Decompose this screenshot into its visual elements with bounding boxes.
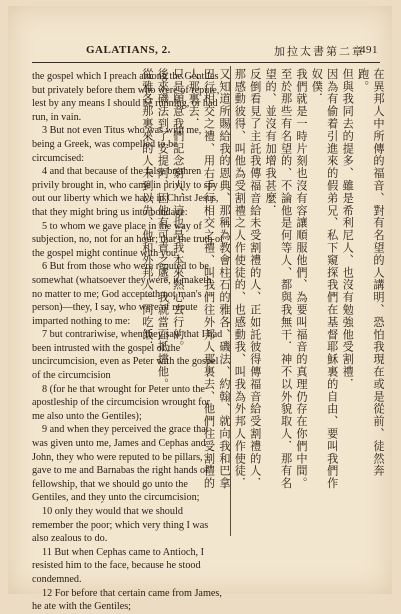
english-verse: 12 For before that certain came from James, he ate with the Gentiles;: [32, 587, 222, 613]
english-verse: 7 but contrariwise, when they saw that I had been intrusted with the gospel of the uncircumcision, even as Peter with the gospel of the circumcision: [32, 329, 223, 382]
page-number: 491: [360, 44, 378, 56]
english-verse: 3 But not even Titus who was with me, being a Greek, was compelled to be circumcised:: [32, 125, 202, 164]
chinese-verse: 我們就是一時片刻也沒有容讓順服他們、為要叫福音的真理仍存在你們中間。: [294, 68, 308, 490]
chinese-verse: 至於那些有名望的、不論他是何等人、都與我無干．神不以外貌取人．那有名望的、並沒有加增我甚麼．: [264, 68, 293, 490]
chinese-verse: 從雅各那裏來的人未到以先、他和外邦人一同吃飯．: [140, 68, 154, 354]
page-header: [32, 42, 380, 62]
chinese-verse: 但與我同去的提多、雖是希利尼人、也沒有勉強他受割禮．: [341, 68, 355, 391]
chinese-verse: 又知道所賜給我的恩典、那稱為教會柱石的雅各、磯法、約翰、就向我和巴拿巴行相交之禮、用右手行相交之禮、叫我們往外邦人那裏去、他們往受割禮的人那裏去．: [187, 68, 231, 490]
english-verse: the gospel which I preach among the Gentiles but privately before them who were of repute, lest by any means I should be running, or had run, in vain.: [32, 71, 220, 123]
english-verse: 5 to whom we gave place in the way of subjection, no, not for an hour; that the truth of the gospel might continue with you.: [32, 220, 224, 259]
english-verse: 9 and when they perceived the grace that was given unto me, James and Cephas and John, they who were reputed to be pillars, gave to me and Barnabas the right hands of fellowship, that we should go unto the Gentiles, and they unto the circumcision;: [32, 424, 209, 504]
chinese-running-title: 加拉太書第二章: [274, 45, 365, 58]
chinese-column: [140, 68, 386, 498]
english-verse: 8 (for he that wrought for Peter unto the apostleship of the circumcision wrought for me also unto the Gentiles);: [32, 383, 210, 422]
header-rule: [32, 62, 380, 63]
chinese-verse: 後來磯法到了安提阿、因他有可責之處、我就當面抵擋他。: [156, 68, 170, 391]
english-verse: 11 But when Cephas came to Antioch, I resisted him to the face, because he stood condemned.: [32, 546, 205, 585]
english-verse: 10 only they would that we should remember the poor; which very thing I was also zealous to do.: [32, 506, 209, 545]
chinese-verse: 在異邦人中所傳的福音、對有名望的人講明、恐怕我現在或是從前、徒然奔跑。: [356, 68, 385, 478]
chinese-verse: 反倒看見了主託我傳福音給未受割禮的人、正如託彼得傳福音給受割禮的人．: [248, 68, 262, 490]
english-verse: 4 and that because of the false brethren privily brought in, who came in privily to spy out our liberty which we have in Christ Jesus, that they might bring us into bondage:: [32, 166, 219, 218]
chinese-verse: 只是願意我們記念窮人．這也是我本來熱心去行的。: [171, 68, 185, 354]
chinese-verse: 因為有偷着引進來的假弟兄、私下窺探我們在基督耶穌裏的自由、要叫我們作奴僕．: [310, 68, 339, 490]
book-page: [8, 6, 392, 613]
chinese-verse: 那感動彼得、叫他為受割禮之人作使徒的、也感動我、叫我為外邦人作使徒．: [233, 68, 247, 490]
english-verse: 6 But from those who were reputed to be somewhat (whatsoever they were, it maketh no matter to me; God accepteth not man's person)—they, I say, who were of repute imparted nothing to me:: [32, 261, 212, 327]
english-running-title: GALATIANS, 2.: [86, 44, 171, 56]
